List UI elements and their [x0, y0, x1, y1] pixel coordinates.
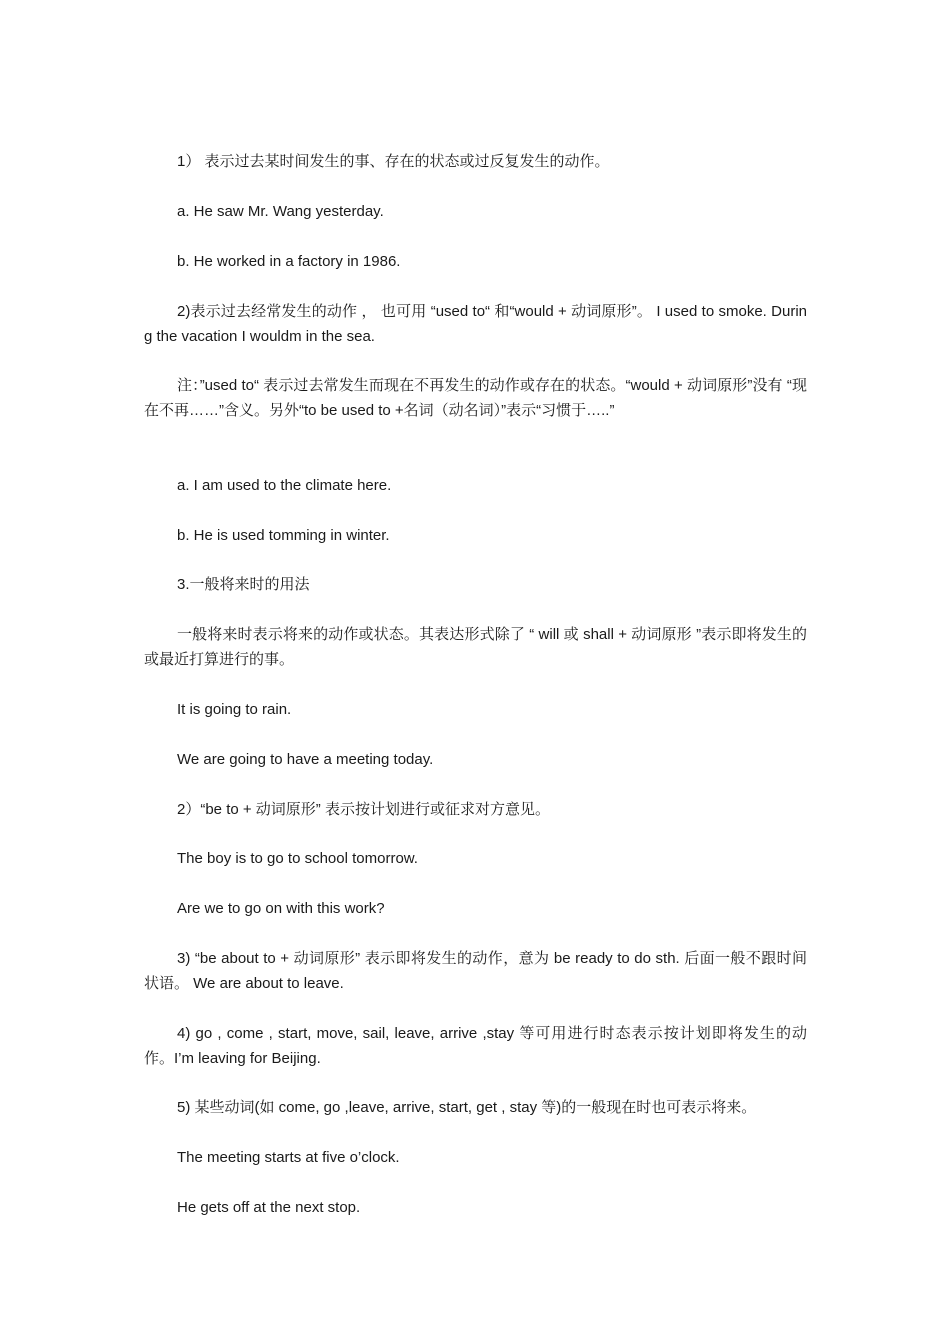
paragraph-past-tense-usage-2: 2)表示过去经常发生的动作 ， 也可用 “used to“ 和“would + 动词原形”。 I used to smoke. During the vacation I wouldm in the sea. — [144, 303, 807, 345]
paragraph-example-a: a. He saw Mr. Wang yesterday. — [177, 203, 384, 220]
paragraph-future-tense-intro: 一般将来时表示将来的动作或状态。其表达形式除了 “ will 或 shall + 动词原形 ”表示即将发生的或最近打算进行的事。 — [144, 626, 807, 668]
paragraph-example-a-used-to: a. I am used to the climate here. — [177, 477, 392, 494]
paragraph-example-stop: He gets off at the next stop. — [177, 1199, 361, 1216]
paragraph-past-tense-usage-1: 1） 表示过去某时间发生的事、存在的状态或过反复发生的动作。 — [177, 153, 610, 170]
paragraph-progressive-future: 4) go , come , start, move, sail, leave, arrive ,stay 等可用进行时态表示按计划即将发生的动作。I’m leaving for Beijing. — [144, 1025, 807, 1067]
paragraph-be-to: 2）“be to + 动词原形” 表示按计划进行或征求对方意见。 — [177, 801, 550, 818]
paragraph-example-rain: It is going to rain. — [177, 701, 292, 718]
paragraph-example-meeting: We are going to have a meeting today. — [177, 751, 434, 768]
paragraph-example-b: b. He worked in a factory in 1986. — [177, 253, 401, 270]
paragraph-note-used-to: 注：”used to“ 表示过去常发生而现在不再发生的动作或存在的状态。“would + 动词原形”没有 “现在不再……”含义。另外“to be used to +名词（动名词）”表示“习惯于…..” — [144, 377, 807, 419]
section-heading-future-tense: 3.一般将来时的用法 — [177, 576, 310, 593]
paragraph-example-work: Are we to go on with this work? — [177, 900, 385, 917]
paragraph-be-about-to: 3) “be about to + 动词原形” 表示即将发生的动作，意为 be ready to do sth. 后面一般不跟时间状语。 We are about to leave. — [144, 950, 807, 992]
paragraph-simple-present-future: 5) 某些动词(如 come, go ,leave, arrive, start, get , stay 等)的一般现在时也可表示将来。 — [177, 1099, 757, 1116]
paragraph-example-starts: The meeting starts at five o’clock. — [177, 1149, 400, 1166]
paragraph-example-b-used-to: b. He is used tomming in winter. — [177, 527, 390, 544]
paragraph-example-school: The boy is to go to school tomorrow. — [177, 850, 418, 867]
